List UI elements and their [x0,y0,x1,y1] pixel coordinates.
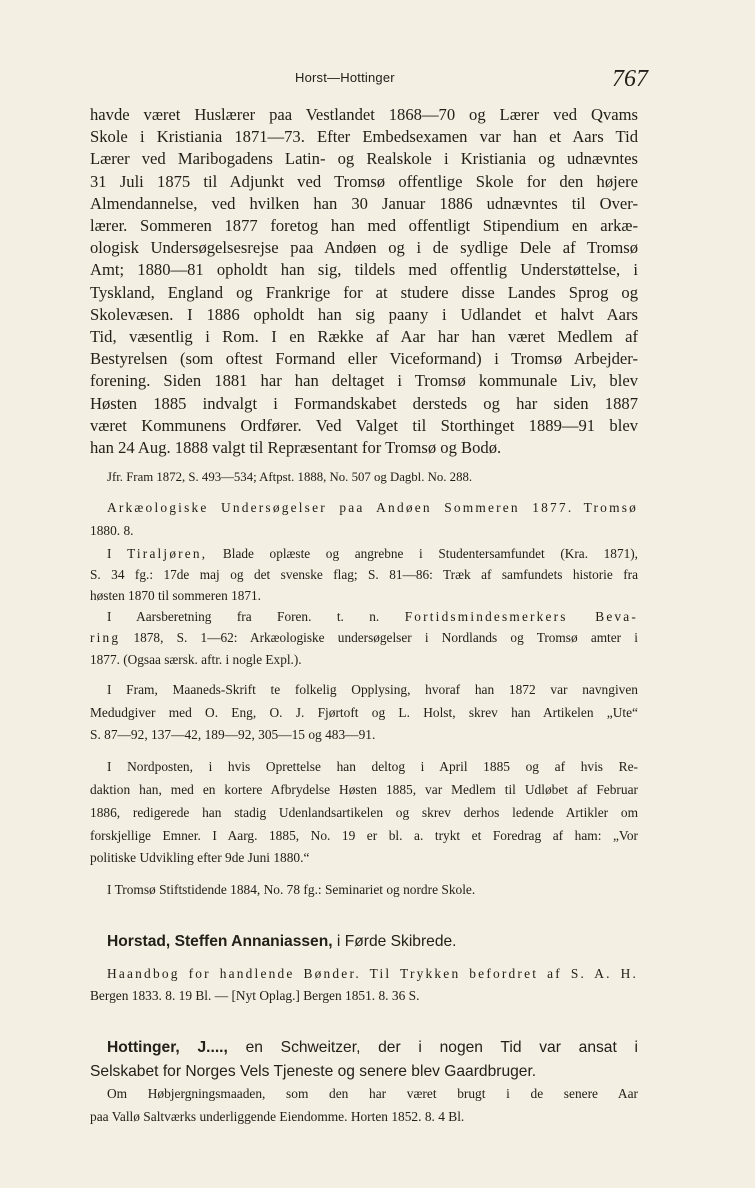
text-line: Medudgiver med O. Eng, O. J. Fjørtoft og L. Holst, skrev han Artikelen „Ute“ [90,704,638,720]
entry-description: en Schweitzer, der i nogen Tid var ansat i [227,1039,638,1057]
text-line: ologisk Undersøgelsesrejse paa Andøen og i de sydlige Dele af Tromsø [90,238,638,258]
text-line: Haandbog for handlende Bønder. Til Trykken befordret af S. A. H. [107,965,638,981]
work-hobjergning [90,1083,638,1129]
text-line: forskjellige Emner. I Aarg. 1885, No. 19 er bl. a. trykt et Foredrag af ham: „Vor [90,827,638,843]
text-line: Amt; 1880—81 opholdt han sig, tildels med offentlig Understøttelse, i [90,260,638,280]
entry-name: Horstad, Steffen Annaniassen, [107,933,333,951]
text-line: Skolevæsen. I 1886 opholdt han sig paany i Udlandet et halvt Aars [90,304,638,324]
text-line: 31 Juli 1875 til Adjunkt ved Tromsø offentlige Skole for den højere [90,171,638,191]
note-aarsberetning [90,606,638,670]
fram-paragraph [90,679,638,747]
page-number: 767 [612,66,648,92]
entry-horstad [90,930,638,954]
stiftstidende-line: I Tromsø Stiftstidende 1884, No. 78 fg.: Seminariet og nordre Skole. [107,882,476,898]
journal-name: ring [90,630,121,646]
note-text: Blade oplæste og angrebne i Studentersamfundet (Kra. 1871), [222,545,638,561]
text-line: havde været Huslærer paa Vestlandet 1868—70 og Lærer ved Qvams [90,105,638,124]
text-line: Almendannelse, ved hvilken han 30 Januar 1886 udnævntes til Over- [90,193,638,213]
entry-description: Selskabet for Norges Vels Tjeneste og senere blev Gaardbruger. [90,1062,537,1080]
work-arkaeologiske [90,497,638,543]
note-text: S. 34 fg.: 17de maj og det svenske flag; S. 81—86: Træk af samfundets historie fra [90,566,638,582]
text-line: 1886, redigerede han stadig Udenlandsartikelen og skrev derhos ledende Artikler om [90,804,638,820]
entry-name: Hottinger, J...., [107,1039,228,1057]
text-line: paa Vallø Saltværks underliggende Eiendomme. Horten 1852. 8. 4 Bl. [90,1108,465,1124]
note-tiraljoren: I Tiraljøren, Blade oplæste og angrebne i Studentersamfundet (Kra. 1871), S. 34 fg.: 17de maj og det svenske flag; S. 81—86: Træk af samfundets historie fra høsten 1870 til sommeren 1871. [90,543,638,607]
text-line: været Kommunens Ordfører. Ved Valget til Storthinget 1889—91 blev [90,415,638,435]
text-line: I Nordposten, i hvis Oprettelse han deltog i April 1885 og af hvis Re- [107,759,638,775]
note-text: 1877. (Ogsaa særsk. aftr. i nogle Expl.). [90,651,302,667]
page-content [90,104,638,1129]
page-header [0,66,755,96]
text-line: Høsten 1885 indvalgt i Formandskabet dersteds og har siden 1887 [90,393,638,413]
journal-name: Fortidsmindesmerkers Beva- [404,609,638,625]
text-line: Lærer ved Maribogadens Latin- og Realskole i Kristiania og udnævntes [90,149,638,169]
work-imprint: 1880. 8. [90,522,134,538]
note-text: I Aarsberetning fra Foren. t. n. [107,609,380,625]
text-line: S. 87—92, 137—42, 189—92, 305—15 og 483—91. [90,727,376,743]
text-line: daktion han, med en kortere Afbrydelse Høsten 1885, var Medlem til Udløbet af Februar [90,782,638,798]
text-line: Tyskland, England og Frankrige for at studere disse Landes Sprog og [90,282,638,302]
work-title: Arkæologiske Undersøgelser paa Andøen Sommeren 1877. [107,500,574,516]
sources-line: Jfr. Fram 1872, S. 493—534; Aftpst. 1888, No. 507 og Dagbl. No. 288. [107,470,473,485]
nordposten-paragraph [90,756,638,870]
text-line: Bestyrelsen (som oftest Formand eller Viceformand) i Tromsø Arbejder- [90,349,638,369]
work-place: Tromsø [583,500,638,516]
note-text: høsten 1870 til sommeren 1871. [90,588,261,604]
running-title: Horst—Hottinger [295,70,395,85]
work-haandbog [90,963,638,1009]
biography-paragraph [90,104,638,459]
text-line: Skole i Kristiania 1871—73. Efter Embedsexamen var han et Aars Tid [90,127,638,147]
text-line: Tid, væsentlig i Rom. I en Række af Aar har han været Medlem af [90,327,638,347]
text-line: lærer. Sommeren 1877 foretog han med offentligt Stipendium en arkæ- [90,216,638,236]
entry-hottinger [90,1036,638,1083]
text-line: Bergen 1833. 8. 19 Bl. — [Nyt Oplag.] Bergen 1851. 8. 36 S. [90,988,420,1004]
text-line: han 24 Aug. 1888 valgt til Repræsentant for Tromsø og Bodø. [90,438,502,458]
text-line: politiske Udvikling efter 9de Juni 1880.“ [90,850,310,866]
entry-description: i Førde Skibrede. [332,933,457,951]
text-line: Om Høbjergningsmaaden, som den har været brugt i de senere Aar [107,1086,638,1102]
text-line: I Fram, Maaneds-Skrift te folkelig Opplysing, hvoraf han 1872 var navngiven [107,681,638,697]
journal-name: Tiraljøren, [127,545,208,561]
text-line: forening. Siden 1881 har han deltaget i Tromsø kommunale Liv, blev [90,371,638,391]
note-text: 1878, S. 1—62: Arkæologiske undersøgelser i Nordlands og Tromsø amter i [133,630,639,646]
